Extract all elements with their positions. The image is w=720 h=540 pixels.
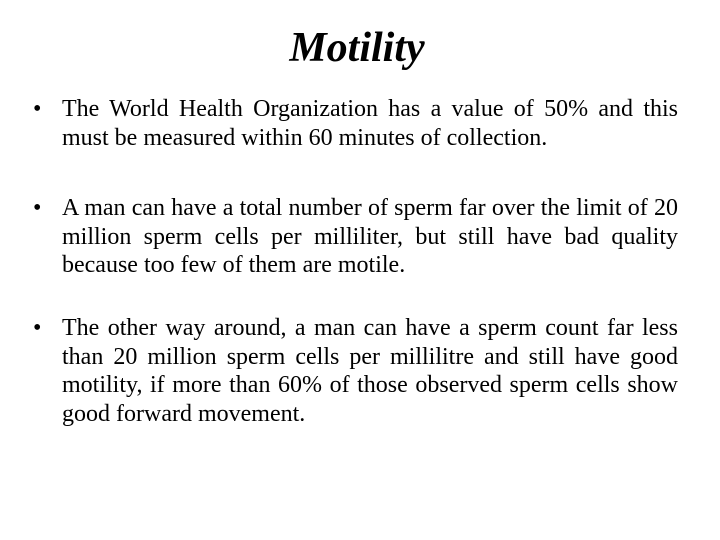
bullet-text: The other way around, a man can have a sperm count far less than 20 million sperm cells per millilitre and still have good motility, if more than 60% of those observed sperm cells show good forward movement.: [62, 315, 678, 427]
bullet-dot-icon: •: [33, 96, 42, 122]
bullet-item: [33, 314, 678, 428]
bullet-text: A man can have a total number of sperm far over the limit of 20 million sperm cells per milliliter, but still have bad quality because too few of them are motile.: [62, 195, 678, 278]
bullet-item: [33, 95, 678, 152]
slide-title: Motility: [289, 25, 425, 71]
bullet-text: The World Health Organization has a value of 50% and this must be measured within 60 minutes of collection.: [62, 96, 678, 151]
bullet-item: [33, 194, 678, 280]
bullet-dot-icon: •: [33, 195, 42, 221]
bullet-dot-icon: •: [33, 315, 42, 341]
